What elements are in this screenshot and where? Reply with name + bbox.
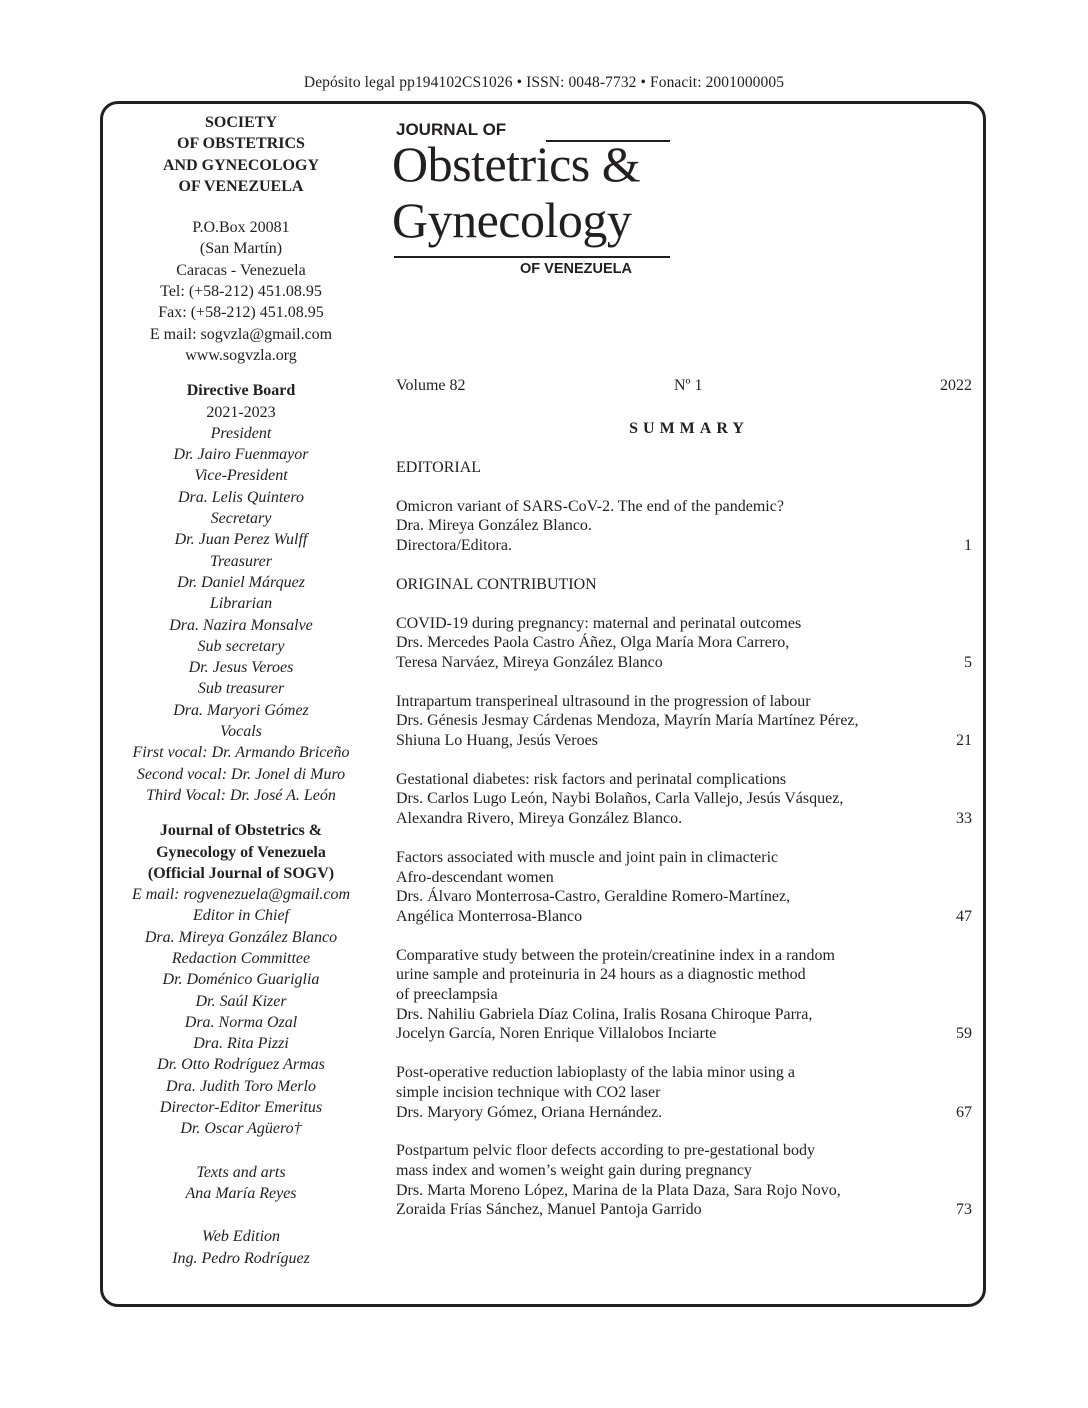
texts-arts-credit [112, 1162, 370, 1205]
toc-page-number: 33 [956, 810, 972, 828]
toc-entry-line: simple incision technique with CO2 laser [396, 1083, 661, 1101]
section-heading-original: ORIGINAL CONTRIBUTION [396, 575, 597, 593]
toc-page-number: 73 [956, 1201, 972, 1219]
society-name [112, 112, 370, 197]
toc-entry-line: Zoraida Frías Sánchez, Manuel Pantoja Garrido [396, 1201, 702, 1219]
committee-role: Redaction Committee [171, 949, 311, 967]
toc-page-number: 1 [964, 537, 972, 555]
contact-city: Caracas - Venezuela [176, 261, 306, 279]
society-name-line: OF OBSTETRICS [177, 135, 305, 153]
toc-entry-line: Alexandra Rivero, Mireya González Blanco. [396, 810, 683, 828]
toc-entry-line: urine sample and proteinuria in 24 hours as a diagnostic method [396, 966, 806, 984]
committee-member: Dr. Saúl Kizer [195, 992, 287, 1010]
sidebar [112, 112, 370, 1269]
summary-heading: SUMMARY [629, 420, 749, 437]
board-member: Dra. Nazira Monsalve [169, 616, 313, 634]
board-role: President [210, 424, 272, 442]
web-edition-credit [112, 1226, 370, 1269]
toc-entry[interactable] [396, 848, 972, 927]
credit-role: Web Edition [201, 1228, 281, 1246]
toc-page-number: 21 [956, 732, 972, 750]
board-period: 2021-2023 [206, 403, 276, 421]
committee-member: Dr. Doménico Guariglia [162, 971, 320, 989]
masthead-title-line: Gynecology [392, 192, 632, 248]
toc-entry[interactable] [396, 692, 972, 751]
toc-entry-title: Postpartum pelvic floor defects according to pre-gestational body [396, 1142, 815, 1160]
board-member: Dra. Maryori Gómez [173, 701, 309, 719]
board-member: Dr. Daniel Márquez [177, 573, 305, 591]
board-role: Secretary [210, 510, 272, 528]
toc-entry-title: Factors associated with muscle and joint pain in climacteric [396, 848, 779, 866]
board-member: Dra. Lelis Quintero [177, 488, 305, 506]
masthead-journal-of: JOURNAL OF [396, 120, 507, 139]
toc-entry[interactable] [396, 1063, 972, 1122]
contact-email[interactable]: E mail: sogvzla@gmail.com [149, 325, 333, 343]
contact-district: (San Martín) [199, 240, 283, 258]
committee-role: Director-Editor Emeritus [159, 1099, 323, 1117]
board-member: Third Vocal: Dr. José A. León [146, 786, 336, 804]
contact-website[interactable]: www.sogvzla.org [185, 346, 297, 364]
contact-fax: Fax: (+58-212) 451.08.95 [158, 304, 324, 322]
society-name-line: AND GYNECOLOGY [162, 156, 319, 174]
directive-board [112, 380, 370, 806]
committee-role: Editor in Chief [193, 907, 289, 925]
toc-entry[interactable] [396, 497, 972, 556]
society-contact [112, 217, 370, 366]
contact-tel: Tel: (+58-212) 451.08.95 [160, 283, 322, 301]
board-member: Dr. Juan Perez Wulff [174, 531, 308, 549]
credit-name: Ing. Pedro Rodríguez [172, 1249, 310, 1267]
board-title: Directive Board [186, 382, 296, 400]
toc-entry-line: Teresa Narváez, Mireya González Blanco [396, 653, 663, 671]
toc-entry-line: Jocelyn García, Noren Enrique Villalobos Inciarte [396, 1025, 717, 1043]
contact-pobox: P.O.Box 20081 [192, 219, 290, 237]
board-role: Treasurer [210, 552, 272, 570]
toc-entry-title: Gestational diabetes: risk factors and perinatal complications [396, 770, 787, 788]
toc-entry-line: of preeclampsia [396, 986, 498, 1004]
toc-entry[interactable] [396, 946, 972, 1045]
board-member: Second vocal: Dr. Jonel di Muro [136, 765, 346, 783]
board-role: Librarian [209, 595, 273, 613]
board-role: Vice-President [194, 467, 288, 485]
legal-deposit-line: Depósito legal pp194102CS1026 • ISSN: 0048-7732 • Fonacit: 2001000005 [303, 74, 785, 91]
toc-entry-line: Dra. Mireya González Blanco. [396, 517, 592, 535]
journal-info-title: Gynecology of Venezuela [156, 843, 326, 861]
toc-entry-line: Angélica Monterrosa-Blanco [396, 907, 583, 925]
society-name-line: OF VENEZUELA [178, 177, 304, 195]
masthead-title-line: Obstetrics & [392, 136, 641, 192]
toc-page-number: 5 [964, 653, 972, 671]
toc-entry-line: Drs. Nahiliu Gabriela Díaz Colina, Iralis Rosana Chiroque Parra, [396, 1005, 813, 1023]
board-role: Vocals [220, 723, 262, 741]
toc-entry-line: Drs. Maryory Gómez, Oriana Hernández. [396, 1103, 663, 1121]
issue-number: Nº 1 [674, 377, 703, 394]
issue-volume: Volume 82 [396, 377, 466, 394]
masthead-subtitle: OF VENEZUELA [520, 261, 632, 277]
board-member: Dr. Jesus Veroes [188, 659, 294, 677]
original-list [396, 614, 972, 1221]
credit-name: Ana María Reyes [185, 1184, 297, 1202]
masthead-title [392, 136, 682, 248]
committee-member: Dra. Rita Pizzi [193, 1035, 289, 1053]
toc-entry-line: Afro-descendant women [396, 868, 554, 886]
board-role: Sub treasurer [197, 680, 285, 698]
toc-page-number: 59 [956, 1025, 972, 1043]
board-member: First vocal: Dr. Armando Briceño [132, 744, 350, 762]
toc-entry-line: Drs. Álvaro Monterrosa-Castro, Geraldine Romero-Martínez, [396, 888, 791, 906]
toc-page-number: 47 [956, 907, 972, 925]
toc-entry-title: Intrapartum transperineal ultrasound in the progression of labour [396, 692, 811, 710]
journal-info [112, 820, 370, 1139]
credit-role: Texts and arts [196, 1163, 286, 1181]
journal-info-title: Journal of Obstetrics & [159, 822, 323, 840]
toc-entry-title: Comparative study between the protein/creatinine index in a random [396, 946, 835, 964]
section-heading-editorial: EDITORIAL [396, 459, 482, 476]
toc-entry[interactable] [396, 770, 972, 829]
toc-page-number: 67 [956, 1103, 972, 1121]
board-role: Sub secretary [197, 637, 285, 655]
committee-member: Dra. Judith Toro Merlo [166, 1077, 316, 1095]
board-member: Dr. Jairo Fuenmayor [173, 446, 309, 464]
toc-entry-line: Drs. Génesis Jesmay Cárdenas Mendoza, Mayrín María Martínez Pérez, [396, 712, 859, 730]
toc-entry-line: Drs. Carlos Lugo León, Naybi Bolaños, Carla Vallejo, Jesús Vásquez, [396, 790, 844, 808]
journal-email[interactable]: E mail: rogvenezuela@gmail.com [131, 886, 351, 904]
committee-member: Dr. Oscar Agüero† [180, 1120, 302, 1138]
toc-entry-title: Omicron variant of SARS-CoV-2. The end of the pandemic? [396, 497, 784, 515]
table-of-contents [396, 458, 972, 1239]
committee-member: Dra. Mireya González Blanco [144, 928, 338, 946]
masthead-rule [394, 256, 670, 258]
toc-entry-line: Directora/Editora. [396, 537, 512, 555]
toc-entry-title: Post-operative reduction labioplasty of the labia minor using a [396, 1064, 796, 1082]
committee-member: Dra. Norma Ozal [184, 1013, 298, 1031]
toc-entry[interactable] [396, 614, 972, 673]
journal-info-title: (Official Journal of SOGV) [147, 864, 335, 882]
society-name-line: SOCIETY [204, 114, 278, 131]
toc-entry[interactable] [396, 1141, 972, 1220]
committee-member: Dr. Otto Rodríguez Armas [157, 1056, 325, 1074]
issue-year: 2022 [940, 377, 972, 394]
toc-entry-line: mass index and women’s weight gain during pregnancy [396, 1161, 752, 1179]
toc-entry-title: COVID-19 during pregnancy: maternal and perinatal outcomes [396, 614, 802, 632]
toc-entry-line: Drs. Marta Moreno López, Marina de la Plata Daza, Sara Rojo Novo, [396, 1181, 841, 1199]
editorial-list [396, 497, 972, 556]
toc-entry-line: Shiuna Lo Huang, Jesús Veroes [396, 732, 598, 750]
toc-entry-line: Drs. Mercedes Paola Castro Áñez, Olga María Mora Carrero, [396, 634, 790, 652]
